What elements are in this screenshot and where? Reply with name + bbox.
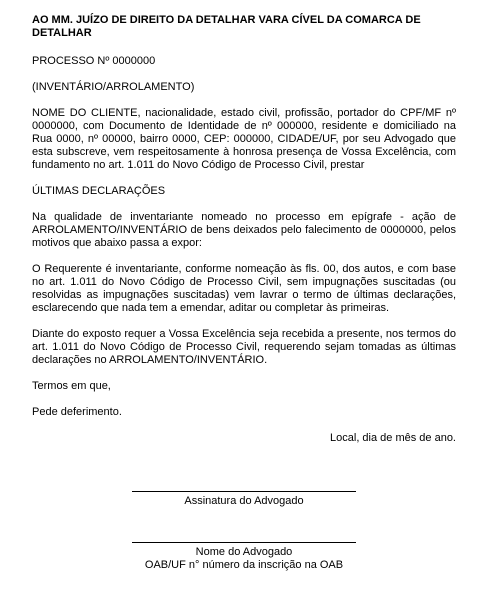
paragraph-2: O Requerente é inventariante, conforme nomeação às fls. 00, dos autos, e com base no art. 1.011 do Novo Código de Processo Civil, sem impugnações suscitadas (ou resolvidas as impugnações suscitadas) vem lavrar o termo de últimas declarações, esclarecendo que nada tem a emendar, aditar ou completar às primeiras. bbox=[32, 263, 456, 314]
document-heading: AO MM. JUÍZO DE DIREITO DA DETALHAR VARA CÍVEL DA COMARCA DE DETALHAR bbox=[32, 14, 421, 39]
name-line bbox=[132, 542, 356, 543]
document-body bbox=[32, 14, 456, 445]
signature-label: Assinatura do Advogado bbox=[184, 495, 304, 507]
paragraph-3: Diante do exposto requer a Vossa Excelência seja recebida a presente, nos termos do art. 1.011 do Novo Código de Processo Civil, requerendo sejam tomadas as últimas declarações no ARROLAMENTO/INVENTÁRIO. bbox=[32, 328, 456, 366]
section-title: ÚLTIMAS DECLARAÇÕES bbox=[32, 185, 166, 197]
lawyer-identification-block bbox=[132, 542, 356, 572]
lawyer-name: Nome do Advogado bbox=[195, 546, 293, 558]
oab-number: OAB/UF n° número da inscrição na OAB bbox=[144, 559, 344, 571]
process-number: PROCESSO Nº 0000000 bbox=[32, 55, 156, 67]
paragraph-1: Na qualidade de inventariante nomeado no processo em epígrafe - ação de ARROLAMENTO/INVENTÁRIO de bens deixados pelo falecimento de 0000000, pelos motivos que abaixo passa a expor: bbox=[32, 211, 456, 249]
closing-request: Pede deferimento. bbox=[32, 406, 122, 418]
signature-line bbox=[132, 491, 356, 492]
lawyer-signature-block bbox=[132, 491, 356, 508]
closing-terms: Termos em que, bbox=[32, 380, 111, 392]
intro-paragraph: NOME DO CLIENTE, nacionalidade, estado civil, profissão, portador do CPF/MF nº 0000000, com Documento de Identidade de nº 000000, residente e domiciliado na Rua 0000, nº 00000, bairro 0000, CEP: 000000, CIDADE/UF, por seu Advogado que esta subscreve, vem respeitosamente à honrosa presença de Vossa Excelência, com fundamento no art. 1.011 do Novo Código de Processo Civil, prestar bbox=[32, 107, 456, 171]
process-type: (INVENTÁRIO/ARROLAMENTO) bbox=[32, 81, 195, 93]
place-date: Local, dia de mês de ano. bbox=[330, 432, 456, 444]
